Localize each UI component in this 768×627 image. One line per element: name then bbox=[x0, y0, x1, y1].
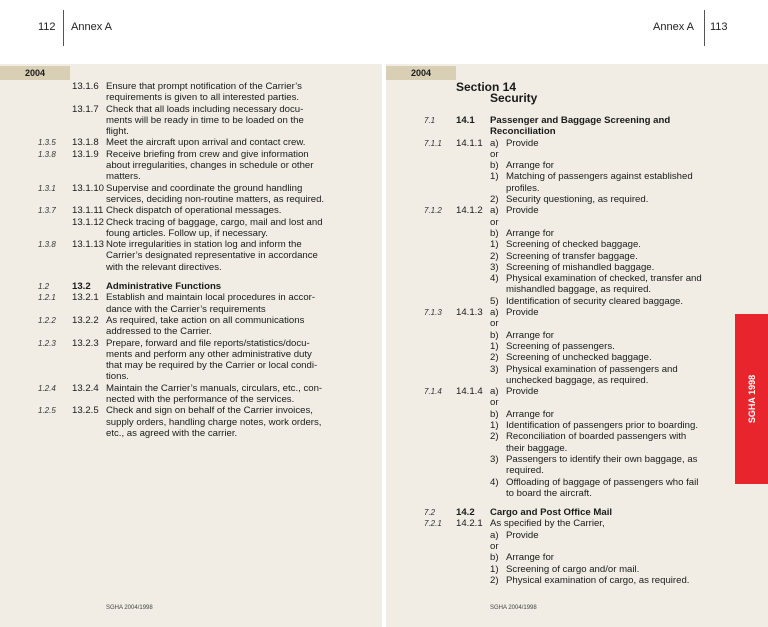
text-line bbox=[424, 307, 764, 318]
list-marker: 5) bbox=[490, 295, 499, 307]
clause-text: Prepare, forward and file reports/statistics/docu- bbox=[106, 337, 310, 349]
left-header-title: Annex A bbox=[71, 21, 112, 33]
list-marker: b) bbox=[490, 160, 499, 172]
left-header-divider bbox=[63, 10, 64, 46]
text-line bbox=[38, 326, 378, 337]
clause-text: Check and sign on behalf of the Carrier invoices, bbox=[106, 405, 313, 417]
clause-number: 14.1.4 bbox=[456, 386, 483, 398]
text-line bbox=[38, 405, 378, 416]
ref-number: 1.2.4 bbox=[38, 383, 56, 393]
clause-text: Screening of cargo and/or mail. bbox=[506, 563, 640, 575]
text-line bbox=[424, 375, 764, 386]
text-line bbox=[424, 454, 764, 465]
clause-text: Physical examination of cargo, as required. bbox=[506, 574, 690, 586]
ref-number: 1.3.1 bbox=[38, 183, 56, 193]
right-footer: SGHA 2004/1998 bbox=[490, 605, 537, 611]
clause-text: that may be required by the Carrier or local condi- bbox=[106, 360, 318, 372]
text-line bbox=[424, 251, 764, 262]
clause-number: 13.2.3 bbox=[72, 337, 99, 349]
clause-text: Security questioning, as required. bbox=[506, 194, 649, 206]
ref-number: 1.3.5 bbox=[38, 138, 56, 148]
clause-text: Identification of passengers prior to boarding. bbox=[506, 420, 698, 432]
list-marker: 2) bbox=[490, 431, 499, 443]
text-line bbox=[424, 443, 764, 454]
text-line bbox=[424, 115, 764, 126]
ref-number: 1.3.7 bbox=[38, 206, 56, 216]
text-line bbox=[38, 115, 378, 126]
text-line bbox=[38, 104, 378, 115]
list-marker: 2) bbox=[490, 574, 499, 586]
clause-text: As specified by the Carrier, bbox=[490, 518, 605, 530]
text-line bbox=[424, 575, 764, 586]
text-line bbox=[424, 364, 764, 375]
text-line bbox=[38, 428, 378, 439]
text-line bbox=[38, 394, 378, 405]
clause-text: Note irregularities in station log and inform the bbox=[106, 239, 302, 251]
list-marker: b) bbox=[490, 227, 499, 239]
text-line bbox=[38, 417, 378, 428]
list-marker: a) bbox=[490, 205, 499, 217]
clause-text: nected with the performance of the services. bbox=[106, 394, 295, 406]
list-marker: b) bbox=[490, 329, 499, 341]
clause-text: required. bbox=[506, 465, 544, 477]
right-header-title: Annex A bbox=[653, 21, 694, 33]
text-line bbox=[38, 360, 378, 371]
clause-text: to board the aircraft. bbox=[506, 487, 592, 499]
text-line bbox=[424, 126, 764, 137]
list-marker: a) bbox=[490, 307, 499, 319]
text-line bbox=[424, 217, 764, 228]
text-line bbox=[424, 518, 764, 529]
clause-text: Provide bbox=[506, 386, 539, 398]
text-line bbox=[424, 318, 764, 329]
clause-text: services, deciding non-routine matters, as required. bbox=[106, 193, 325, 205]
clause-text: Offloading of baggage of passengers who fail bbox=[506, 476, 699, 488]
text-line bbox=[424, 149, 764, 160]
clause-text: Matching of passengers against established bbox=[506, 171, 693, 183]
clause-text: Receive briefing from crew and give information bbox=[106, 148, 309, 160]
ref-number: 1.2.2 bbox=[38, 315, 56, 325]
side-tab bbox=[735, 314, 768, 484]
ref-number: 7.2.1 bbox=[424, 519, 442, 529]
text-line bbox=[424, 431, 764, 442]
text-line bbox=[424, 541, 764, 552]
text-line bbox=[424, 262, 764, 273]
left-year-badge: 2004 bbox=[0, 66, 70, 80]
clause-text: Passengers to identify their own baggage, as bbox=[506, 453, 698, 465]
text-line bbox=[38, 92, 378, 103]
list-marker: 3) bbox=[490, 261, 499, 273]
clause-text: Ensure that prompt notification of the Carrier’s bbox=[106, 81, 302, 92]
clause-text: their baggage. bbox=[506, 442, 568, 454]
text-line bbox=[424, 284, 764, 295]
right-page-number: 113 bbox=[710, 21, 728, 33]
section-subtitle: Security bbox=[490, 91, 538, 105]
clause-text: Cargo and Post Office Mail bbox=[490, 507, 613, 519]
clause-number: 13.1.12 bbox=[72, 216, 105, 228]
clause-number: 14.2.1 bbox=[456, 518, 483, 530]
clause-number: 13.2.2 bbox=[72, 314, 99, 326]
text-line bbox=[424, 228, 764, 239]
text-line bbox=[38, 183, 378, 194]
clause-text: Provide bbox=[506, 205, 539, 217]
right-year-badge: 2004 bbox=[386, 66, 456, 80]
clause-text: dance with the Carrier’s requirements bbox=[106, 303, 266, 315]
ref-number: 7.1.4 bbox=[424, 387, 442, 397]
text-line bbox=[424, 552, 764, 563]
text-line bbox=[424, 530, 764, 541]
text-line bbox=[38, 383, 378, 394]
clause-text: flight. bbox=[106, 126, 129, 138]
right-header-divider bbox=[704, 10, 705, 46]
clause-number: 13.1.11 bbox=[72, 205, 104, 217]
text-line bbox=[424, 138, 764, 149]
list-marker: or bbox=[490, 318, 499, 330]
text-line bbox=[38, 228, 378, 239]
clause-number: 13.1.8 bbox=[72, 137, 99, 149]
text-line bbox=[424, 488, 764, 499]
clause-text: Arrange for bbox=[506, 329, 554, 341]
list-marker: 1) bbox=[490, 420, 499, 432]
left-body-text bbox=[38, 81, 378, 439]
text-line bbox=[424, 296, 764, 307]
clause-text: addressed to the Carrier. bbox=[106, 326, 212, 338]
list-marker: 3) bbox=[490, 453, 499, 465]
clause-text: Reconciliation bbox=[490, 126, 556, 138]
clause-text: Meet the aircraft upon arrival and contact crew. bbox=[106, 137, 306, 149]
ref-number: 1.3.8 bbox=[38, 149, 56, 159]
clause-text: tions. bbox=[106, 371, 129, 383]
list-marker: 3) bbox=[490, 363, 499, 375]
ref-number: 7.1.3 bbox=[424, 308, 442, 318]
text-line bbox=[38, 149, 378, 160]
clause-number: 13.2.4 bbox=[72, 382, 99, 394]
clause-text: unchecked baggage, as required. bbox=[506, 374, 649, 386]
clause-text: Screening of passengers. bbox=[506, 340, 615, 352]
clause-text: mishandled baggage, as required. bbox=[506, 284, 652, 296]
text-line bbox=[38, 137, 378, 148]
text-line bbox=[38, 304, 378, 315]
list-marker: b) bbox=[490, 552, 499, 564]
ref-number: 1.2.3 bbox=[38, 338, 56, 348]
clause-text: Arrange for bbox=[506, 552, 554, 564]
clause-text: Carrier’s designated representative in accordance bbox=[106, 250, 318, 262]
text-line bbox=[424, 352, 764, 363]
list-marker: 1) bbox=[490, 340, 499, 352]
text-line bbox=[38, 126, 378, 137]
clause-text: Physical examination of checked, transfer and bbox=[506, 273, 702, 285]
text-line bbox=[424, 397, 764, 408]
clause-number: 13.1.9 bbox=[72, 148, 99, 160]
text-line bbox=[424, 564, 764, 575]
clause-text: Passenger and Baggage Screening and bbox=[490, 115, 671, 126]
text-line bbox=[38, 349, 378, 360]
list-marker: or bbox=[490, 540, 499, 552]
text-line bbox=[38, 194, 378, 205]
ref-number: 7.1.2 bbox=[424, 206, 442, 216]
clause-text: Supervise and coordinate the ground handling bbox=[106, 182, 303, 194]
text-line bbox=[424, 465, 764, 476]
text-line bbox=[38, 315, 378, 326]
clause-text: Screening of checked baggage. bbox=[506, 239, 641, 251]
text-line bbox=[424, 420, 764, 431]
clause-text: requirements is given to all interested parties. bbox=[106, 92, 300, 104]
text-line bbox=[38, 273, 378, 281]
text-line bbox=[38, 81, 378, 92]
text-line bbox=[38, 250, 378, 261]
clause-text: profiles. bbox=[506, 182, 540, 194]
clause-text: ments will be ready in time to be loaded on the bbox=[106, 114, 304, 126]
text-line bbox=[38, 292, 378, 303]
text-line bbox=[38, 262, 378, 273]
clause-text: Provide bbox=[506, 307, 539, 319]
section-title: Section 14 bbox=[456, 80, 517, 94]
list-marker: or bbox=[490, 148, 499, 160]
text-line bbox=[424, 171, 764, 182]
clause-number: 13.2.1 bbox=[72, 292, 99, 304]
text-line bbox=[38, 338, 378, 349]
clause-number: 14.1.2 bbox=[456, 205, 483, 217]
text-line bbox=[424, 239, 764, 250]
clause-text: Check tracing of baggage, cargo, mail and lost and bbox=[106, 216, 323, 228]
list-marker: or bbox=[490, 216, 499, 228]
clause-number: 14.1 bbox=[456, 115, 475, 126]
clause-number: 13.1.6 bbox=[72, 81, 99, 92]
clause-text: about irregularities, changes in schedule or other bbox=[106, 160, 314, 172]
ref-number: 7.1 bbox=[424, 116, 436, 125]
left-page-number: 112 bbox=[38, 21, 56, 33]
text-line bbox=[424, 499, 764, 507]
clause-text: with the relevant directives. bbox=[106, 261, 222, 273]
clause-number: 13.1.13 bbox=[72, 239, 105, 251]
clause-text: Arrange for bbox=[506, 408, 554, 420]
list-marker: 1) bbox=[490, 171, 499, 183]
list-marker: 2) bbox=[490, 194, 499, 206]
clause-text: supply orders, handling charge notes, work orders, bbox=[106, 416, 322, 428]
right-page bbox=[386, 0, 768, 627]
ref-number: 7.1.1 bbox=[424, 138, 442, 148]
clause-text: ments and perform any other administrative duty bbox=[106, 348, 312, 360]
list-marker: a) bbox=[490, 386, 499, 398]
text-line bbox=[424, 477, 764, 488]
clause-number: 13.2.5 bbox=[72, 405, 99, 417]
list-marker: a) bbox=[490, 137, 499, 149]
text-line bbox=[424, 507, 764, 518]
clause-text: As required, take action on all communications bbox=[106, 314, 305, 326]
side-tab-label: SGHA 1998 bbox=[746, 374, 757, 424]
left-header bbox=[0, 0, 382, 64]
clause-text: Provide bbox=[506, 137, 539, 149]
clause-text: Check that all loads including necessary docu- bbox=[106, 103, 304, 115]
list-marker: 2) bbox=[490, 250, 499, 262]
text-line bbox=[38, 160, 378, 171]
list-marker: 1) bbox=[490, 563, 499, 575]
clause-text: Arrange for bbox=[506, 227, 554, 239]
text-line bbox=[424, 183, 764, 194]
clause-text: Arrange for bbox=[506, 160, 554, 172]
clause-number: 13.1.10 bbox=[72, 182, 105, 194]
clause-text: foung articles. Follow up, if necessary. bbox=[106, 227, 268, 239]
list-marker: 4) bbox=[490, 476, 499, 488]
text-line bbox=[38, 281, 378, 292]
left-footer: SGHA 2004/1998 bbox=[106, 605, 153, 611]
clause-text: Identification of security cleared baggage. bbox=[506, 295, 684, 307]
list-marker: 2) bbox=[490, 352, 499, 364]
clause-number: 14.2 bbox=[456, 507, 475, 519]
ref-number: 1.2 bbox=[38, 282, 50, 292]
clause-text: etc., as agreed with the carrier. bbox=[106, 427, 238, 439]
clause-number: 13.2 bbox=[72, 281, 91, 293]
text-line bbox=[424, 341, 764, 352]
clause-text: Screening of unchecked baggage. bbox=[506, 352, 652, 364]
list-marker: 4) bbox=[490, 273, 499, 285]
text-line bbox=[424, 160, 764, 171]
text-line bbox=[38, 371, 378, 382]
list-marker: a) bbox=[490, 529, 499, 541]
clause-text: Maintain the Carrier’s manuals, circulars, etc., con- bbox=[106, 382, 323, 394]
list-marker: or bbox=[490, 397, 499, 409]
clause-text: Screening of mishandled baggage. bbox=[506, 261, 655, 273]
text-line bbox=[424, 386, 764, 397]
text-line bbox=[424, 409, 764, 420]
clause-number: 14.1.3 bbox=[456, 307, 483, 319]
text-line bbox=[424, 205, 764, 216]
text-line bbox=[38, 217, 378, 228]
ref-number: 1.2.5 bbox=[38, 406, 56, 416]
ref-number: 1.2.1 bbox=[38, 293, 56, 303]
ref-number: 7.2 bbox=[424, 508, 436, 518]
clause-text: Screening of transfer baggage. bbox=[506, 250, 638, 262]
ref-number: 1.3.8 bbox=[38, 240, 56, 250]
clause-text: Reconciliation of boarded passengers with bbox=[506, 431, 687, 443]
text-line bbox=[424, 194, 764, 205]
list-marker: b) bbox=[490, 408, 499, 420]
clause-text: matters. bbox=[106, 171, 141, 183]
text-line bbox=[38, 171, 378, 182]
text-line bbox=[424, 330, 764, 341]
clause-number: 13.1.7 bbox=[72, 103, 99, 115]
clause-text: Establish and maintain local procedures in accor- bbox=[106, 292, 316, 304]
text-line bbox=[424, 273, 764, 284]
clause-text: Administrative Functions bbox=[106, 281, 222, 293]
text-line bbox=[38, 239, 378, 250]
list-marker: 1) bbox=[490, 239, 499, 251]
clause-text: Check dispatch of operational messages. bbox=[106, 205, 282, 217]
clause-text: Provide bbox=[506, 529, 539, 541]
right-body-text bbox=[424, 115, 764, 586]
left-page bbox=[0, 0, 382, 627]
clause-number: 14.1.1 bbox=[456, 137, 483, 149]
clause-text: Physical examination of passengers and bbox=[506, 363, 678, 375]
text-line bbox=[38, 205, 378, 216]
